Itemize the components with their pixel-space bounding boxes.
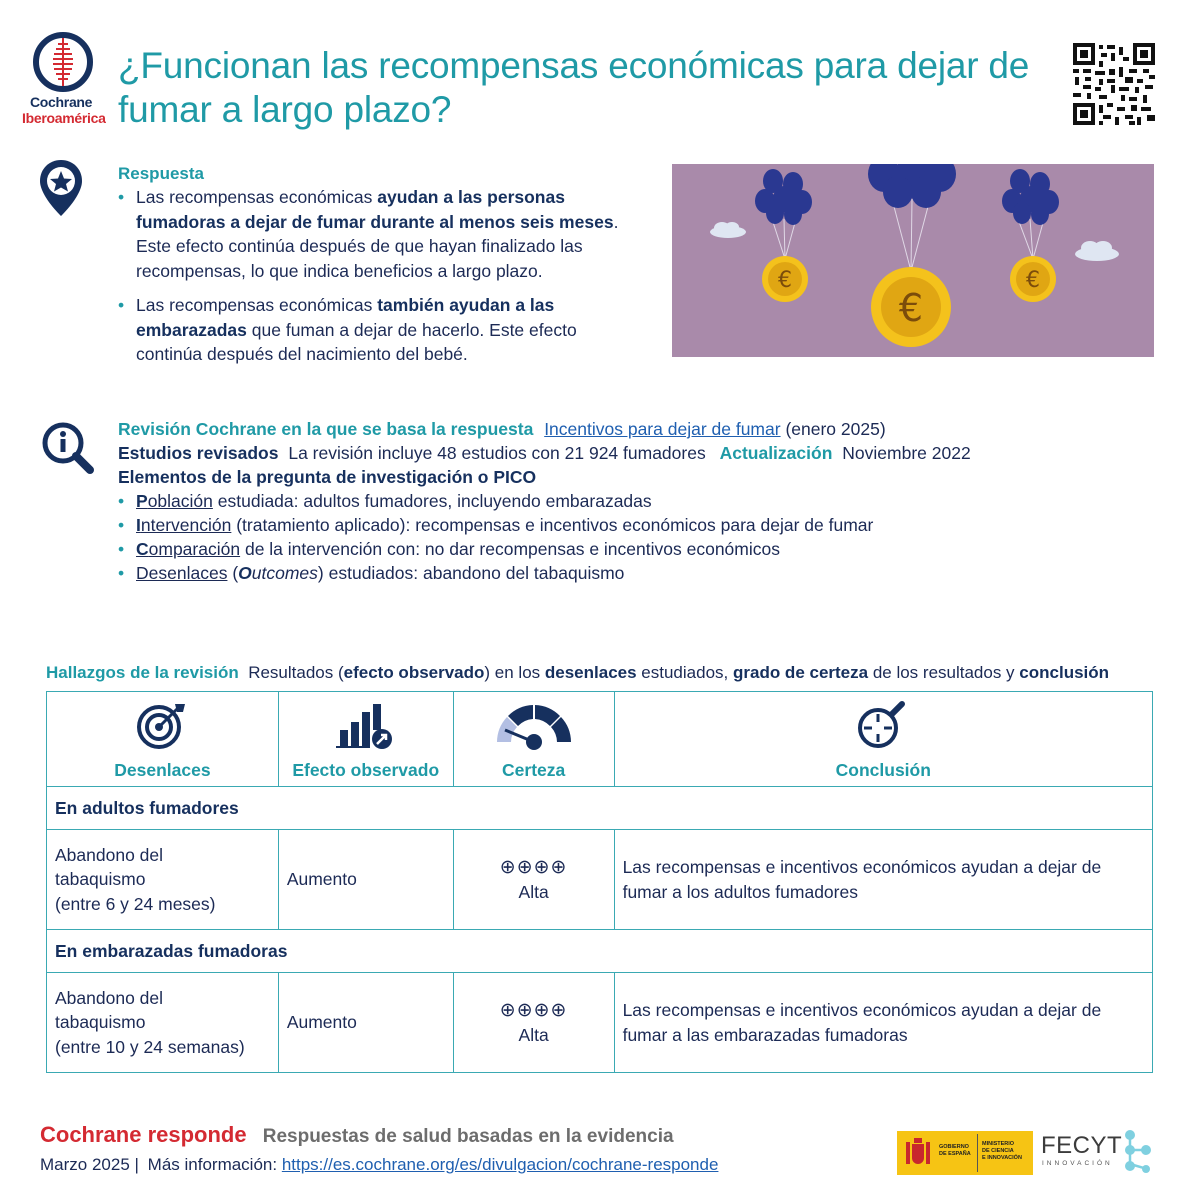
min-text-1: MINISTERIO [982,1141,1015,1147]
findings-table [46,691,1153,1073]
answer-bullet-2: • Las recompensas económicas también ayudan a las embarazadas que fuman a dejar de hacerlo. Este efecto continúa después del nacimiento del bebé. [118,293,638,367]
fecyt-text: FECYT [1041,1132,1123,1159]
footer-info-line [40,1155,718,1175]
answer-bullets [118,185,638,377]
col-certainty: Certeza [453,692,614,787]
pico-item: • Desenlaces (Outcomes) estudiados: abandono del tabaquismo [118,561,1158,585]
footer-brand-line [40,1122,674,1148]
svg-text:€: € [1026,268,1040,293]
footer-more-label: Más información: [147,1155,278,1174]
review-line [118,417,1158,441]
pico-item: • Comparación de la intervención con: no dar recompensas e incentivos económicos [118,537,1158,561]
conclusion-cell: Las recompensas e incentivos económicos ayudan a dejar de fumar a los adultos fumadores [614,830,1152,930]
outcome-cell: Abandono del tabaquismo (entre 6 y 24 meses) [47,830,279,930]
certainty-cell [453,830,614,930]
gov-text-2: DE ESPAÑA [939,1151,971,1157]
gov-text-1: GOBIERNO [939,1144,969,1150]
balloons-euro-illustration [672,164,1154,357]
fecyt-subtext: INNOVACIÓN [1042,1160,1113,1167]
group-header-row [47,787,1153,830]
pico-list [118,489,1158,585]
svg-text:€: € [898,286,924,330]
logo-line2: Iberoamérica [22,110,106,126]
qr-code-icon[interactable] [1073,43,1155,125]
fecyt-molecule-icon [1120,1128,1154,1176]
pico-item: • Intervención (tratamiento aplicado): recompensas e incentivos económicos para dejar de fumar [118,513,1158,537]
page-title: ¿Funcionan las recompensas económicas para dejar de fumar a largo plazo? [118,45,1030,130]
logo-line1: Cochrane [30,94,93,110]
effect-cell: Aumento [278,973,453,1073]
review-label: Revisión Cochrane en la que se basa la respuesta [118,419,534,439]
pico-item: • Población estudiada: adultos fumadores, incluyendo embarazadas [118,489,1158,513]
col-outcomes: Desenlaces [47,692,279,787]
fecyt-logo [1040,1128,1158,1178]
col-conclusion: Conclusión [614,692,1152,787]
svg-text:€: € [778,268,792,293]
group-title: En adultos fumadores [47,787,1153,830]
findings-heading: Hallazgos de la revisión Resultados (efecto observado) en los desenlaces estudiados, grado de certeza de los resultados y conclusión [46,663,1110,682]
conclusion-cell: Las recompensas e incentivos económicos ayudan a dejar de fumar a las embarazadas fumadoras [614,973,1152,1073]
footer-tagline: Respuestas de salud basadas en la evidencia [262,1126,674,1147]
update-value: Noviembre 2022 [842,443,971,463]
footer-date: Marzo 2025 | [40,1155,139,1174]
table-row [47,973,1153,1073]
info-magnifier-icon [40,420,96,476]
answer-bullet-1: • Las recompensas económicas ayudan a las personas fumadoras a dejar de fumar durante al menos seis meses. Este efecto continúa después de que hayan finalizado las recompensas, lo que indica beneficios a largo plazo. [118,185,638,283]
review-date: (enero 2025) [785,419,886,439]
group-title: En embarazadas fumadoras [47,930,1153,973]
min-text-2: DE CIENCIA [982,1148,1014,1154]
studies-label: Estudios revisados [118,443,279,463]
outcome-cell: Abandono del tabaquismo (entre 10 y 24 semanas) [47,973,279,1073]
update-label: Actualización [719,443,833,463]
certainty-cell [453,973,614,1073]
table-row [47,830,1153,930]
gobierno-espana-logo [897,1131,1033,1175]
footer-brand: Cochrane responde [40,1122,247,1147]
studies-line [118,441,1158,465]
crosshair-magnifier-icon [856,700,910,750]
review-info [118,417,1158,585]
footer-url-link[interactable]: https://es.cochrane.org/es/divulgacion/cochrane-responde [281,1155,719,1174]
spain-coat-of-arms-icon [903,1136,933,1170]
cochrane-logo-icon [20,30,110,96]
location-star-icon [38,158,84,218]
pico-heading: Elementos de la pregunta de investigación o PICO [118,467,537,487]
certainty-label: Alta [518,1024,549,1045]
review-link[interactable]: Incentivos para dejar de fumar [544,419,781,439]
answer-heading: Respuesta [118,164,204,183]
min-text-3: E INNOVACIÓN [982,1155,1022,1161]
group-header-row [47,930,1153,973]
euro-coin-icon [762,256,808,302]
certainty-symbols: ⊕⊕⊕⊕ [499,999,568,1021]
target-icon [137,702,187,750]
gauge-icon [493,700,575,750]
bar-growth-icon [336,702,396,750]
certainty-symbols: ⊕⊕⊕⊕ [499,856,568,878]
col-effect: Efecto observado [278,692,453,787]
certainty-label: Alta [518,881,549,902]
effect-cell: Aumento [278,830,453,930]
table-header-row [47,692,1153,787]
cochrane-logo [20,30,110,130]
studies-text: La revisión incluye 48 estudios con 21 924 fumadores [288,443,706,463]
